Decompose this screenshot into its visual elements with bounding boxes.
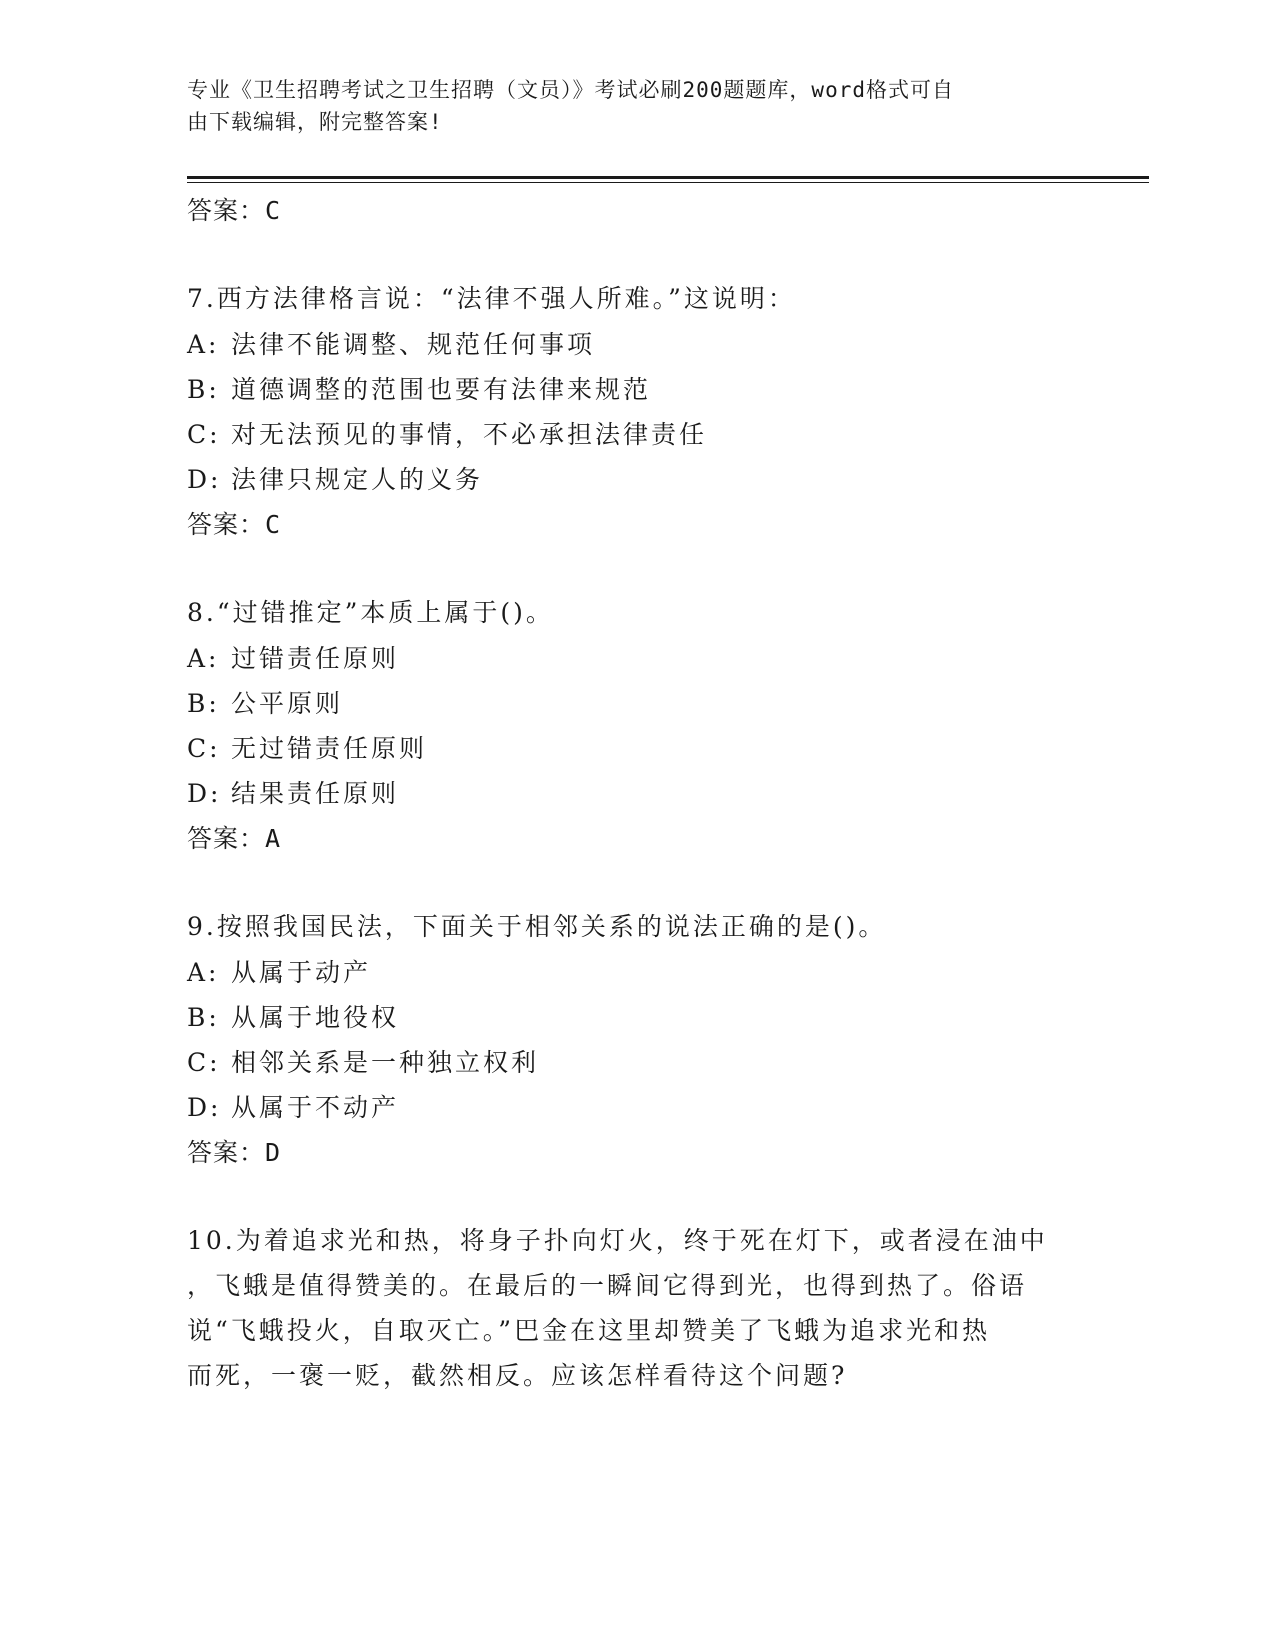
question-text-line: ，飞蛾是值得赞美的。在最后的一瞬间它得到光，也得到热了。俗语	[187, 1271, 1028, 1300]
option-key: A:	[187, 958, 220, 987]
option-key: B:	[187, 375, 220, 404]
option-key: D:	[187, 779, 222, 808]
question-9	[187, 904, 1087, 1176]
option-key: B:	[187, 689, 220, 718]
option-text: 从属于动产	[231, 958, 372, 987]
option-d	[187, 1085, 1087, 1130]
document-header	[187, 74, 1067, 138]
option-text: 道德调整的范围也要有法律来规范	[231, 375, 652, 404]
question-text: 9.按照我国民法，下面关于相邻关系的说法正确的是()。	[187, 912, 887, 941]
option-a	[187, 636, 1087, 681]
spacer	[187, 862, 1087, 904]
header-line-1: 专业《卫生招聘考试之卫生招聘（文员）》考试必刷200题题库，word格式可自	[187, 78, 954, 102]
option-c	[187, 1040, 1087, 1085]
option-key: A:	[187, 330, 220, 359]
question-10	[187, 1218, 1087, 1398]
option-key: C:	[187, 1048, 221, 1077]
option-key: C:	[187, 734, 221, 763]
spacer	[187, 548, 1087, 590]
option-key: C:	[187, 420, 221, 449]
question-text-line: 10.为着追求光和热，将身子扑向灯火，终于死在灯下，或者浸在油中	[187, 1226, 1048, 1255]
option-text: 公平原则	[231, 689, 344, 718]
option-text: 法律不能调整、规范任何事项	[231, 330, 596, 359]
header-line-2: 由下载编辑，附完整答案!	[187, 110, 443, 134]
answer-6: 答案：C	[187, 196, 282, 225]
option-b	[187, 367, 1087, 412]
question-text-line: 说“飞蛾投火，自取灭亡。”巴金在这里却赞美了飞蛾为追求光和热	[187, 1316, 991, 1345]
header-divider-thin	[187, 182, 1149, 183]
option-a	[187, 950, 1087, 995]
question-text-line: 而死，一褒一贬，截然相反。应该怎样看待这个问题?	[187, 1361, 848, 1390]
question-8	[187, 590, 1087, 862]
option-key: B:	[187, 1003, 220, 1032]
question-text: 7.西方法律格言说：“法律不强人所难。”这说明：	[187, 284, 796, 313]
option-text: 从属于地役权	[231, 1003, 400, 1032]
option-key: D:	[187, 1093, 222, 1122]
answer-8: 答案：A	[187, 824, 282, 853]
option-text: 无过错责任原则	[231, 734, 428, 763]
question-7	[187, 276, 1087, 548]
option-d	[187, 457, 1087, 502]
option-key: D:	[187, 465, 222, 494]
answer-7: 答案：C	[187, 510, 282, 539]
option-text: 过错责任原则	[231, 644, 400, 673]
answer-9: 答案：D	[187, 1138, 282, 1167]
spacer	[187, 234, 1087, 276]
option-key: A:	[187, 644, 220, 673]
option-b	[187, 995, 1087, 1040]
option-text: 法律只规定人的义务	[231, 465, 484, 494]
option-a	[187, 322, 1087, 367]
header-divider-thick	[187, 176, 1149, 179]
option-b	[187, 681, 1087, 726]
option-text: 结果责任原则	[231, 779, 400, 808]
option-text: 从属于不动产	[231, 1093, 400, 1122]
option-c	[187, 412, 1087, 457]
option-text: 相邻关系是一种独立权利	[231, 1048, 540, 1077]
question-text: 8.“过错推定”本质上属于()。	[187, 598, 554, 627]
question-list	[187, 188, 1087, 1398]
spacer	[187, 1176, 1087, 1218]
option-text: 对无法预见的事情，不必承担法律责任	[231, 420, 708, 449]
option-c	[187, 726, 1087, 771]
option-d	[187, 771, 1087, 816]
